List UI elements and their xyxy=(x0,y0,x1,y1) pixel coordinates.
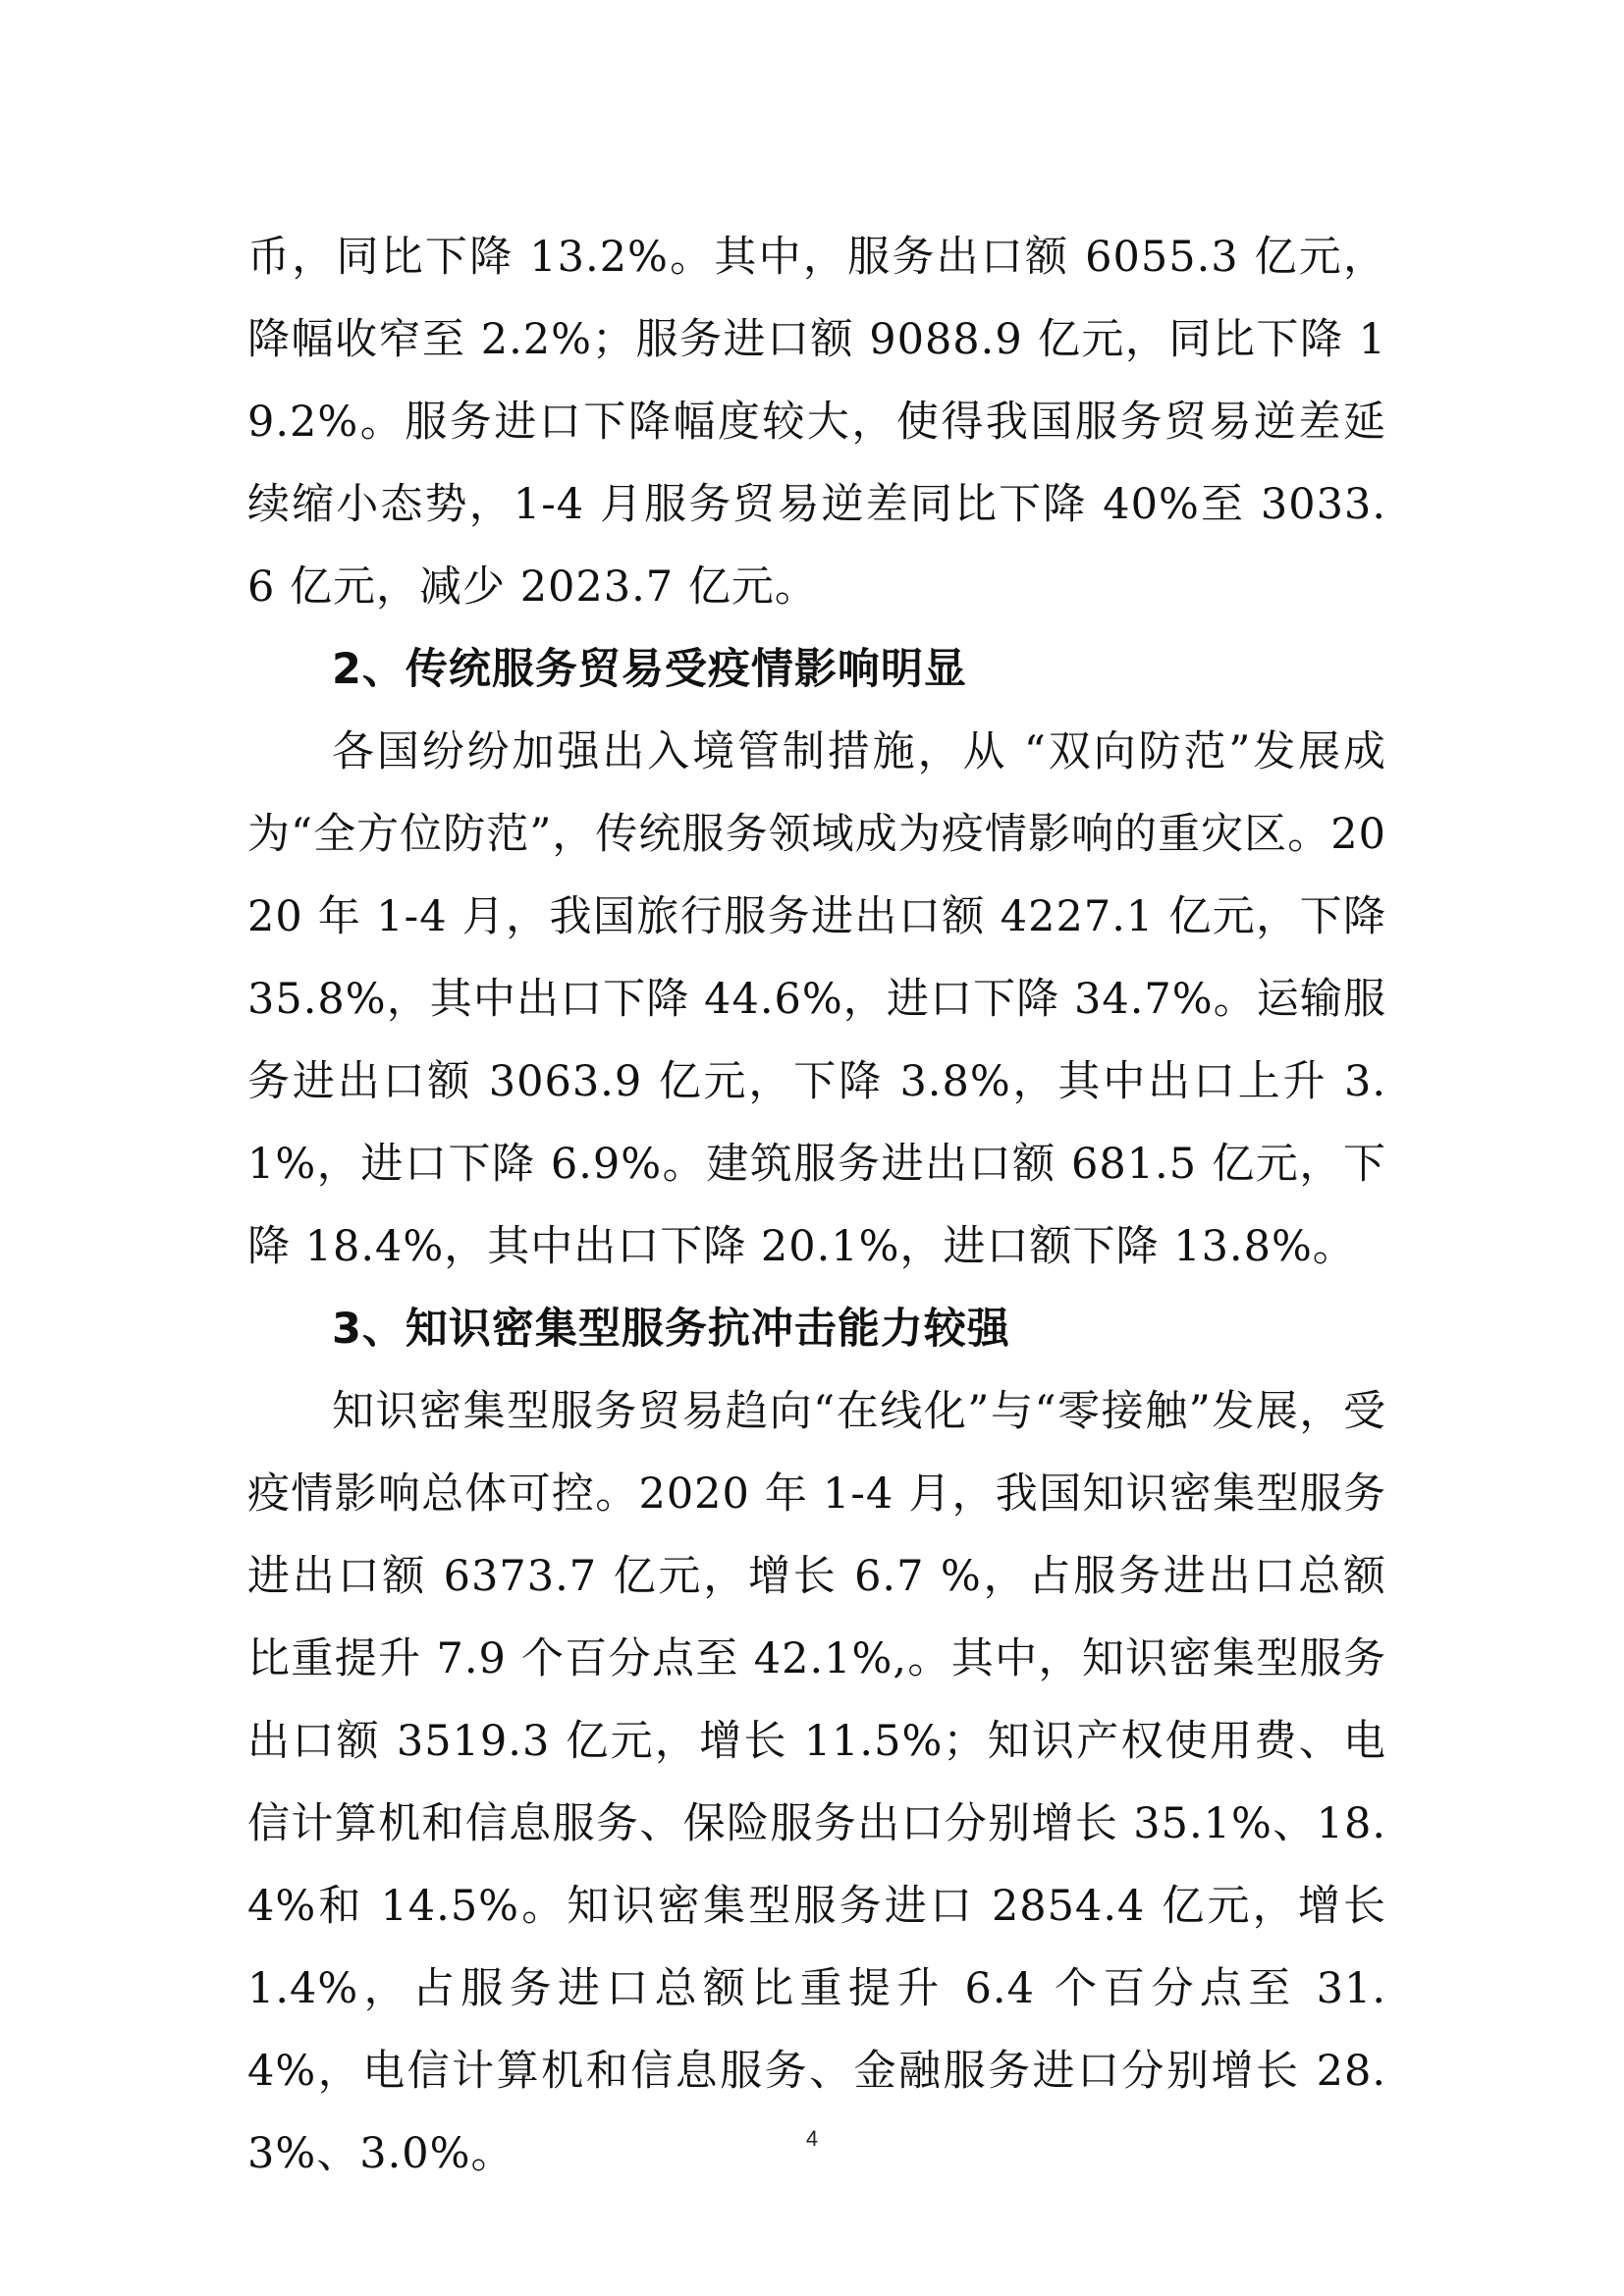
page-content xyxy=(247,216,1386,2195)
paragraph-knowledge-intensive-services: 知识密集型服务贸易趋向“在线化”与“零接触”发展，受疫情影响总体可控。2020 年 1-4 月，我国知识密集型服务进出口额 6373.7 亿元，增长 6.7 %，占服务进出口总额比重提升 7.9 个百分点至 42.1%,。其中，知识密集型服务出口额 3519.3 亿元，增长 11.5%；知识产权使用费、电信计算机和信息服务、保险服务出口分别增长 35.1%、18.4%和 14.5%。知识密集型服务进口 2854.4 亿元，增长 1.4%，占服务进口总额比重提升 6.4 个百分点至 31.4%，电信计算机和信息服务、金融服务进口分别增长 28.3%、3.0%。 xyxy=(247,1387,1386,2178)
paragraph-traditional-services: 各国纷纷加强出入境管制措施，从 “双向防范”发展成为“全方位防范”，传统服务领域成为疫情影响的重灾区。2020 年 1-4 月，我国旅行服务进出口额 4227.1 亿元，下降 35.8%，其中出口下降 44.6%，进口下降 34.7%。运输服务进出口额 3063.9 亿元，下降 3.8%，其中出口上升 3.1%，进口下降 6.9%。建筑服务进出口额 681.5 亿元，下降 18.4%，其中出口下降 20.1%，进口额下降 13.8%。 xyxy=(247,727,1386,1271)
paragraph-trade-deficit: 币，同比下降 13.2%。其中，服务出口额 6055.3 亿元，降幅收窄至 2.2%；服务进口额 9088.9 亿元，同比下降 19.2%。服务进口下降幅度较大，使得我国服务贸易逆差延续缩小态势，1-4 月服务贸易逆差同比下降 40%至 3033.6 亿元，减少 2023.7 亿元。 xyxy=(247,233,1386,612)
heading-knowledge-intensive-services: 3、知识密集型服务抗冲击能力较强 xyxy=(332,1305,1010,1354)
heading-traditional-services: 2、传统服务贸易受疫情影响明显 xyxy=(332,645,967,694)
page-number: 4 xyxy=(805,2126,819,2151)
